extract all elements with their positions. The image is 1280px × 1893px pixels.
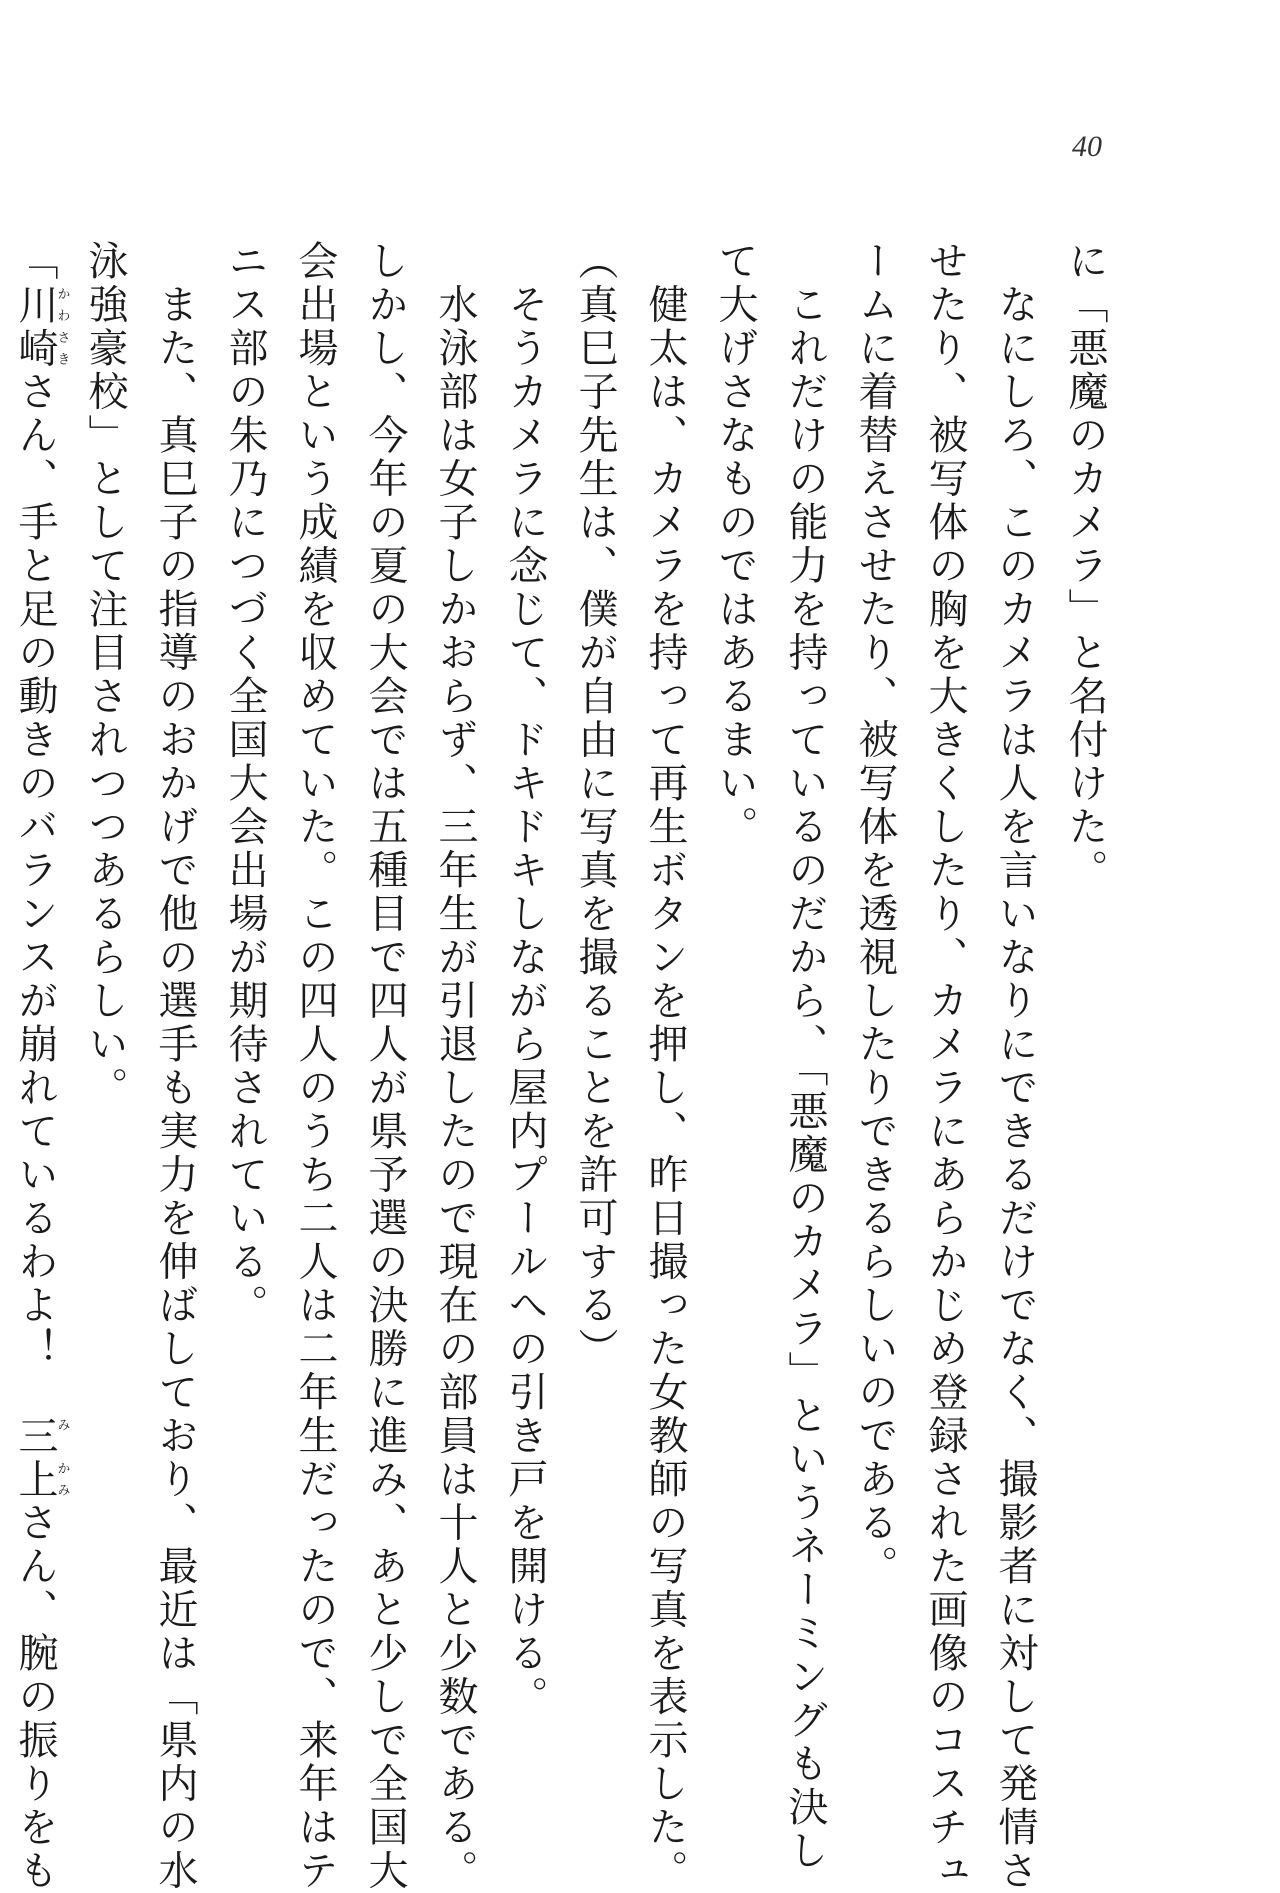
text-line: て大げさなものではあるまい。 bbox=[700, 240, 770, 1640]
ruby-reading: み かみ bbox=[55, 1415, 70, 1502]
text-line: （真巳子先生は、僕が自由に写真を撮ることを許可する） bbox=[560, 240, 630, 1640]
text-line: ームに着替えさせたり、被写体を透視したりできるらしいのである。 bbox=[840, 240, 910, 1640]
text-line: に「悪魔のカメラ」と名付けた。 bbox=[1050, 240, 1120, 1640]
text-line: 水泳部は女子しかおらず、三年生が引退したので現在の部員は十人と少数である。 bbox=[420, 240, 490, 1640]
text-line: これだけの能力を持っているのだから、「悪魔のカメラ」というネーミングも決し bbox=[770, 240, 840, 1640]
text-line: しかし、今年の夏の大会では五種目で四人が県予選の決勝に進み、あと少しで全国大 bbox=[350, 240, 420, 1640]
text-line-with-ruby bbox=[0, 240, 70, 1640]
ruby-name-mikami: 三上み かみ bbox=[12, 1415, 58, 1502]
ruby-name-kawasaki: 川崎かわさき bbox=[12, 284, 58, 371]
text-line: 泳強豪校」として注目されつつあるらしい。 bbox=[70, 240, 140, 1640]
text-line: ニス部の朱乃につづく全国大会出場が期待されている。 bbox=[210, 240, 280, 1640]
text-line: せたり、被写体の胸を大きくしたり、カメラにあらかじめ登録された画像のコスチュ bbox=[910, 240, 980, 1640]
line-middle: さん、手と足の動きのバランスが崩れているわよ！ bbox=[12, 371, 58, 1415]
page-number: 40 bbox=[1072, 130, 1102, 164]
text-line: 会出場という成績を収めていた。この四人のうち二人は二年生だったので、来年はテ bbox=[280, 240, 350, 1640]
text-line: そうカメラに念じて、ドキドキしながら屋内プールへの引き戸を開ける。 bbox=[490, 240, 560, 1640]
ruby-reading: かわさき bbox=[55, 284, 70, 371]
text-line: なにしろ、このカメラは人を言いなりにできるだけでなく、撮影者に対して発情さ bbox=[980, 240, 1050, 1640]
text-line: 健太は、カメラを持って再生ボタンを押し、昨日撮った女教師の写真を表示した。 bbox=[630, 240, 700, 1640]
text-line: また、真巳子の指導のおかげで他の選手も実力を伸ばしており、最近は「県内の水 bbox=[140, 240, 210, 1640]
line-end: さん、腕の振りをも bbox=[12, 1502, 58, 1893]
vertical-text-body bbox=[160, 240, 1120, 1640]
quote-open: 「 bbox=[12, 240, 58, 284]
